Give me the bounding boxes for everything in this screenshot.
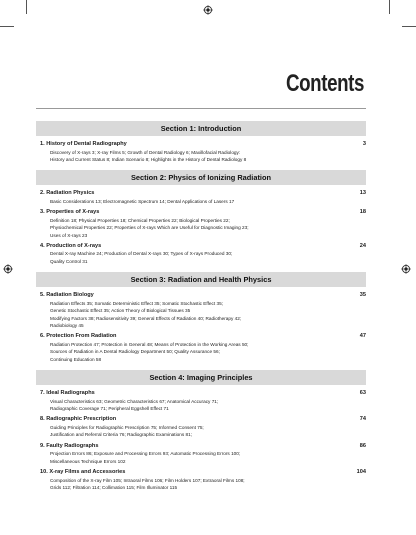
chapter-topics: [36, 398, 366, 413]
chapter-page-number: 35: [359, 292, 366, 299]
chapter-page-number: 86: [359, 442, 366, 449]
chapter-entry[interactable]: [36, 442, 366, 451]
chapter-entry[interactable]: [36, 140, 366, 149]
chapter-topics: [36, 477, 366, 492]
chapter-heading: [40, 189, 94, 198]
contents-body: [36, 121, 366, 498]
topic-line: Genetic Stochastic Effect 35; Action Theory of Biological Tissues 35: [50, 308, 191, 314]
chapter-page-number: 24: [359, 242, 366, 249]
chapter-entry[interactable]: [36, 242, 366, 251]
topic-line: Guiding Principles for Radiographic Prescription 75; Informed Consent 75;: [50, 424, 204, 430]
chapter-topics: [36, 149, 366, 164]
chapter-number: 2.: [40, 190, 45, 197]
section-heading: Section 4: Imaging Principles: [36, 370, 366, 385]
registration-mark-top: [203, 5, 213, 15]
crop-mark: [26, 0, 27, 14]
topic-line: Quality Control 31: [50, 258, 88, 264]
chapter-title: Protection From Radiation: [46, 333, 117, 340]
crop-mark: [0, 26, 14, 27]
topic-line: Basic Considerations 13; Electromagnetic Spectrum 14; Dental Applications of Lasers 17: [50, 198, 235, 204]
registration-mark-left: [3, 264, 13, 274]
toc-section: [36, 370, 366, 491]
chapter-topics: [36, 341, 366, 363]
chapter-entry[interactable]: [36, 332, 366, 341]
chapter-page-number: 74: [359, 416, 366, 423]
chapter-entry[interactable]: [36, 291, 366, 300]
chapter-topics: [36, 250, 366, 265]
chapter-number: 8.: [40, 416, 45, 423]
title-divider: [36, 108, 366, 109]
chapter-title: Ideal Radiographs: [46, 390, 95, 397]
crop-mark: [402, 26, 416, 27]
chapter-number: 6.: [40, 333, 45, 340]
registration-mark-right: [401, 264, 411, 274]
chapter-heading: [40, 389, 95, 398]
chapter-title: X-ray Films and Accessories: [49, 469, 126, 476]
chapter-page-number: 63: [359, 390, 366, 397]
topic-line: Composition of the X-ray Film 105; Intraoral Films 106; Film Holders 107; Extraoral Films 108;: [50, 477, 245, 483]
toc-section: [36, 272, 366, 363]
topic-line: Grids 112; Filtration 114; Collimation 115; Film Illuminator 115: [50, 484, 178, 490]
chapter-number: 4.: [40, 242, 45, 249]
chapter-topics: [36, 450, 366, 465]
chapter-number: 5.: [40, 292, 45, 299]
chapter-heading: [40, 332, 116, 341]
topic-line: Modifying Factors 38; Radiosensitivity 39; General Effects of Radiation 40; Radiotherapy 42;: [50, 315, 242, 321]
chapter-topics: [36, 424, 366, 439]
chapter-number: 10.: [40, 469, 48, 476]
chapter-heading: [40, 140, 127, 149]
chapter-number: 9.: [40, 442, 45, 449]
topic-line: Definition 18; Physical Properties 18; Chemical Properties 22; Biological Properties 22;: [50, 217, 230, 223]
chapter-title: Radiation Biology: [46, 292, 94, 299]
chapter-number: 1.: [40, 141, 45, 147]
chapter-heading: [40, 208, 99, 217]
section-heading: Section 1: Introduction: [36, 121, 366, 136]
chapter-entry[interactable]: [36, 389, 366, 398]
chapter-heading: [40, 415, 116, 424]
topic-line: Radiographic Coverage 71; Peripheral Eggshell Effect 71: [50, 406, 169, 411]
topic-line: Physiochemical Properties 22; Properties of X-rays Which are Useful for Diagnostic Imaging 23;: [50, 225, 249, 231]
chapter-page-number: 3: [362, 141, 366, 147]
topic-line: Radiation Effects 35; Somatic Deterministic Effect 35; Somatic Stochastic Effect 35;: [50, 300, 223, 306]
toc-section: [36, 121, 366, 163]
chapter-title: Production of X-rays: [46, 242, 102, 249]
topic-line: Projection Errors 86; Exposure and Processing Errors 93; Automatic Processing Errors 100;: [50, 451, 241, 457]
chapter-entry[interactable]: [36, 415, 366, 424]
topic-line: Radiation Protection 47; Protection in General 48; Means of Protection in the Working Areas 50;: [50, 341, 249, 347]
section-heading: Section 3: Radiation and Health Physics: [36, 272, 366, 287]
chapter-topics: [36, 300, 366, 330]
chapter-entry[interactable]: [36, 189, 366, 198]
topic-line: Continuing Education 58: [50, 356, 102, 362]
topic-line: Discovery of X-rays 3; X-ray Films 5; Growth of Dental Radiology 6; Maxillofacial Radiology:: [50, 149, 241, 155]
chapter-topics: [36, 217, 366, 239]
topic-line: Dental X-ray Machine 24; Production of Dental X-rays 30; Types of X-rays Produced 30;: [50, 251, 233, 257]
chapter-page-number: 104: [356, 469, 366, 476]
section-heading: Section 2: Physics of Ionizing Radiation: [36, 170, 366, 185]
chapter-title: Properties of X-rays: [46, 209, 100, 216]
topic-line: Sources of Radiation in A Dental Radiology Department 50; Quality Assurance 56;: [50, 349, 220, 355]
topic-line: Uses of X-rays 23: [50, 232, 88, 238]
chapter-title: Radiographic Prescription: [46, 416, 117, 423]
chapter-topics: [36, 198, 366, 205]
chapter-number: 3.: [40, 209, 45, 216]
chapter-heading: [40, 291, 94, 300]
chapter-page-number: 18: [359, 209, 366, 216]
chapter-page-number: 13: [359, 190, 366, 197]
chapter-heading: [40, 242, 101, 251]
topic-line: History and Current Status 8; Indian Scenario 8; Highlights in the History of Dental Radiology 8: [50, 156, 247, 162]
chapter-title: Radiation Physics: [46, 190, 95, 197]
chapter-entry[interactable]: [36, 208, 366, 217]
crop-mark: [389, 0, 390, 14]
topic-line: Radiobiology 45: [50, 322, 84, 328]
chapter-entry[interactable]: [36, 468, 366, 477]
chapter-title: Faulty Radiographs: [46, 442, 99, 449]
chapter-heading: [40, 468, 125, 477]
page-title: Contents: [286, 70, 364, 97]
topic-line: Visual Characteristics 63; Geometric Characteristics 67; Anatomical Accuracy 71;: [50, 398, 219, 404]
chapter-number: 7.: [40, 390, 45, 397]
chapter-title: History of Dental Radiography: [46, 141, 127, 147]
topic-line: Justification and Referral Criteria 76; Radiographic Examinations 81;: [50, 432, 192, 438]
toc-section: [36, 170, 366, 265]
topic-line: Miscellaneous Technique Errors 102: [50, 458, 126, 464]
chapter-heading: [40, 442, 98, 451]
chapter-page-number: 47: [359, 333, 366, 340]
